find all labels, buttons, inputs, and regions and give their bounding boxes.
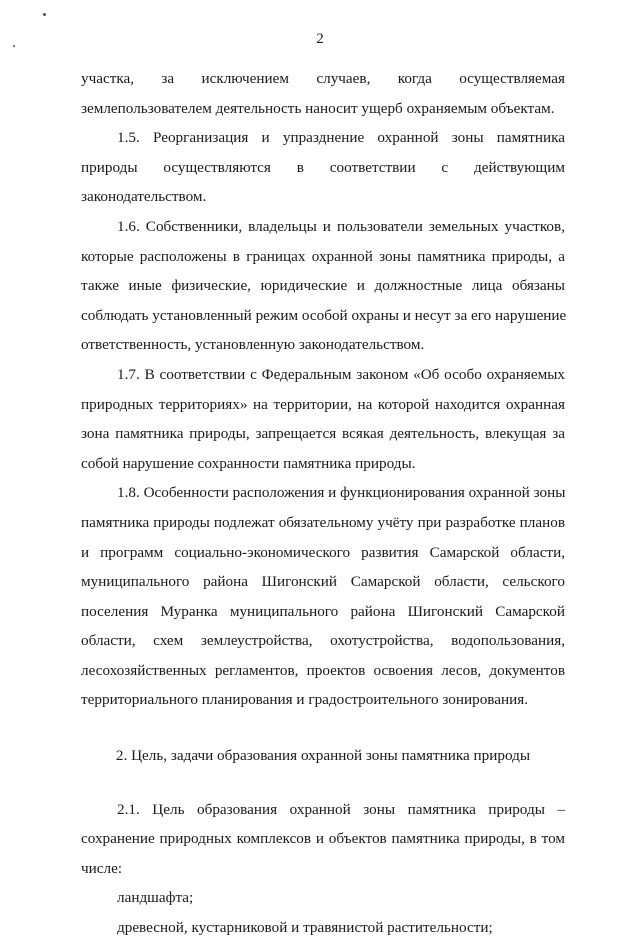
list-item: ландшафта; [117,889,194,907]
text-line: области, схем землеустройства, охотустройства, водопользования, [81,632,565,650]
text-line: 1.6. Собственники, владельцы и пользователи земельных участков, [117,217,565,235]
scan-speck [43,13,46,16]
text-line: 1.5. Реорганизация и упразднение охранной зоны памятника [117,129,565,147]
text-line: территориального планирования и градостроительного зонирования. [81,691,529,709]
paragraph-1-8 [81,478,565,715]
list-item: древесной, кустарниковой и травянистой растительности; [117,919,493,937]
document-body [81,64,565,943]
text-line: 1.8. Особенности расположения и функционирования охранной зоны [117,484,566,502]
text-line: ответственность, установленную законодательством. [81,336,425,354]
text-line: памятника природы подлежат обязательному учёту при разработке планов [81,513,565,531]
text-line: также иные физические, юридические и должностные лица обязаны [81,277,565,295]
text-line: собой нарушение сохранности памятника природы. [81,454,416,472]
spacer [81,781,565,795]
paragraph-2-1 [81,795,565,884]
text-line: 1.7. В соответствии с Федеральным законом «Об особо охраняемых [117,365,565,383]
text-line: природы осуществляются в соответствии с действующим [81,158,565,176]
paragraph-1-5 [81,123,565,212]
text-line: которые расположены в границах охранной зоны памятника природы, а [81,247,565,265]
paragraph-1-6 [81,212,565,360]
text-line: участка, за исключением случаев, когда осуществляемая [81,70,565,87]
page-number: 2 [316,31,324,47]
text-line: законодательством. [81,188,207,206]
text-line: 2.1. Цель образования охранной зоны памятника природы – [117,800,565,818]
text-line: землепользователем деятельность наносит ущерб охраняемым объектам. [81,99,555,117]
text-line: и программ социально-экономического развития Самарской области, [81,543,565,561]
text-line: поселения Муранка муниципального района Шигонский Самарской [81,602,565,620]
paragraph-1-7 [81,360,565,478]
spacer [81,715,565,729]
text-line: зона памятника природы, запрещается всякая деятельность, влекущая за [81,425,565,443]
text-line: муниципального района Шигонский Самарской области, сельского [81,573,565,591]
paragraph-continuation [81,64,565,123]
text-line: лесохозяйственных регламентов, проектов освоения лесов, документов [81,661,565,679]
text-line: сохранение природных комплексов и объектов памятника природы, в том [81,830,565,848]
text-line: соблюдать установленный режим особой охраны и несут за его нарушение [81,306,567,324]
text-line: природных территориях» на территории, на которой находится охранная [81,395,565,413]
section-heading: 2. Цель, задачи образования охранной зоны памятника природы [115,747,531,765]
text-line: числе: [81,859,123,877]
